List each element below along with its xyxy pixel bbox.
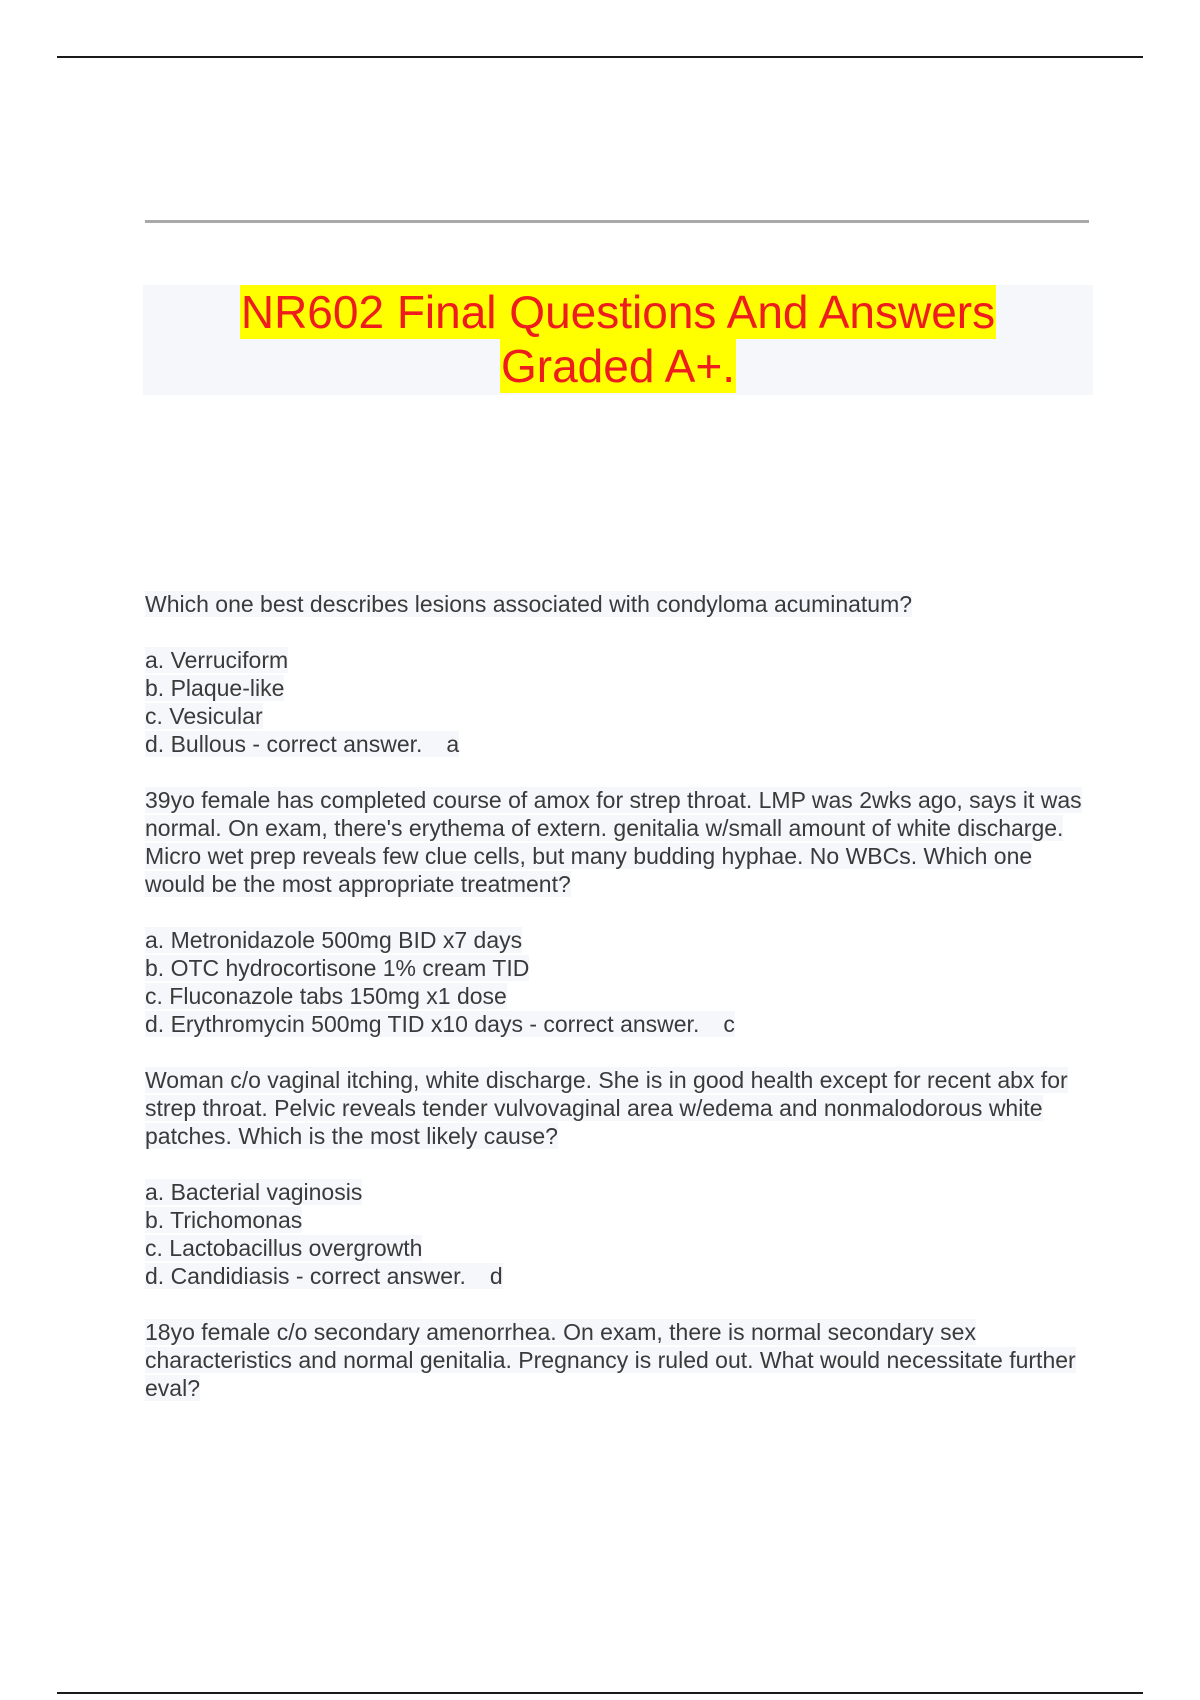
option-c: c. Vesicular [145,703,263,729]
option-a: a. Bacterial vaginosis [145,1179,363,1205]
option-c: c. Lactobacillus overgrowth [145,1235,423,1261]
correct-answer: c [723,1011,735,1037]
title-divider [145,220,1089,223]
question-text: 18yo female c/o secondary amenorrhea. On exam, there is normal secondary sex characteristics and normal genitalia. Pregnancy is ruled out. What would necessitate further eval? [145,1319,1076,1401]
option-c: c. Fluconazole tabs 150mg x1 dose [145,983,507,1009]
option-b: b. OTC hydrocortisone 1% cream TID [145,955,530,981]
option-a: a. Verruciform [145,647,289,673]
question-block [145,590,1095,758]
option-d: d. Candidiasis - correct answer. d [145,1263,503,1289]
question-text: Which one best describes lesions associated with condyloma acuminatum? [145,591,913,617]
option-list [145,1178,1095,1290]
correct-answer: a [446,731,460,757]
question-text: Woman c/o vaginal itching, white discharge. She is in good health except for recent abx for strep throat. Pelvic reveals tender vulvovaginal area w/edema and nonmalodorous white patches. Which is the most likely cause? [145,1067,1068,1149]
title-line-2: Graded A+. [501,340,735,392]
option-a: a. Metronidazole 500mg BID x7 days [145,927,523,953]
bottom-rule [57,1692,1143,1694]
question-block [145,1066,1095,1290]
option-b: b. Plaque-like [145,675,285,701]
question-text: 39yo female has completed course of amox for strep throat. LMP was 2wks ago, says it was normal. On exam, there's erythema of extern. genitalia w/small amount of white discharge. Micro wet prep reveals few clue cells, but many budding hyphae. No WBCs. Which one would be the most appropriate treatment? [145,787,1082,897]
option-d: d. Erythromycin 500mg TID x10 days - correct answer. c [145,1011,735,1037]
document-title [143,285,1093,395]
question-block [145,1318,1095,1402]
question-list [145,590,1095,1402]
correct-answer: d [489,1263,503,1289]
question-block [145,786,1095,1038]
option-d: d. Bullous - correct answer. a [145,731,460,757]
option-b: b. Trichomonas [145,1207,303,1233]
option-list [145,646,1095,758]
title-line-1: NR602 Final Questions And Answers [240,286,996,338]
option-list [145,926,1095,1038]
top-rule [57,56,1143,58]
